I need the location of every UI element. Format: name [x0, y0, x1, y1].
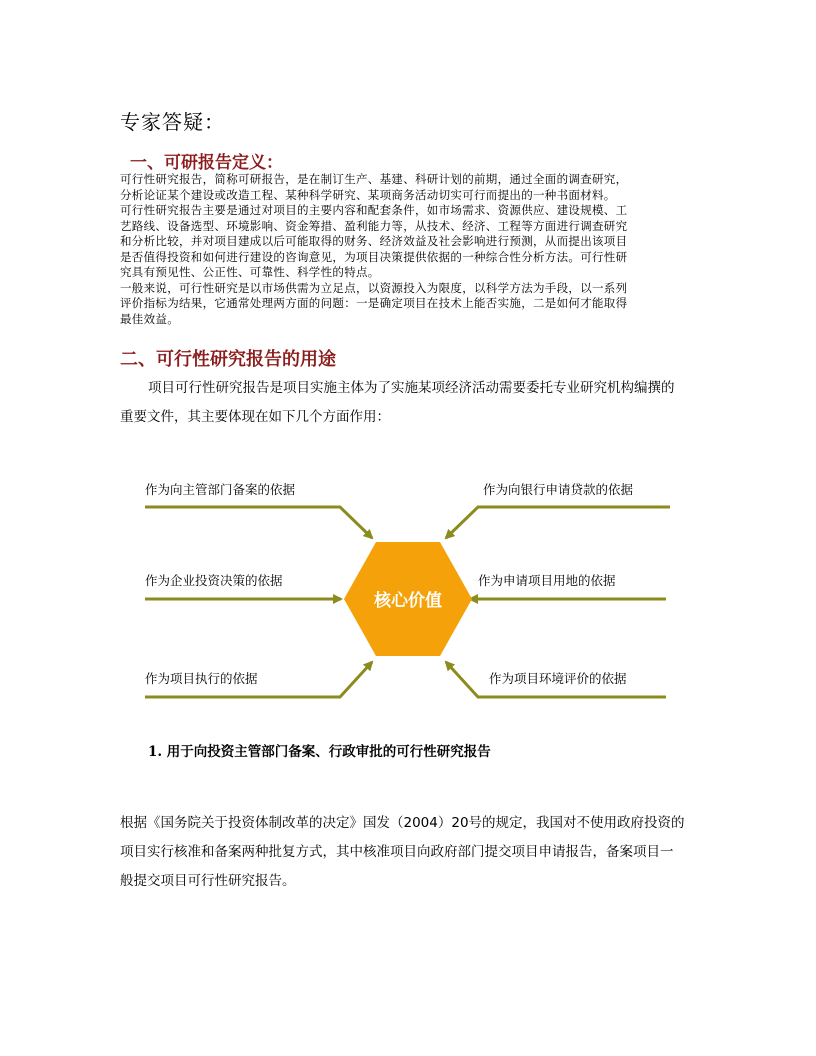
diagram-label-right-1: 作为向银行申请贷款的依据: [483, 482, 634, 497]
diagram-label-left-1: 作为向主管部门备案的依据: [145, 482, 296, 497]
subsection1-line: 项目实行核准和备案两种批复方式，其中核准项目向政府部门提交项目申请报告，备案项目一: [120, 844, 674, 860]
subsection1-line: 般提交项目可行性研究报告。: [120, 873, 296, 889]
section1-line: 评价指标为结果，它通常处理两方面的问题：一是确定项目在技术上能否实施，二是如何才能取得: [120, 296, 628, 310]
diagram-label-right-3: 作为项目环境评价的依据: [489, 671, 627, 686]
subsection1-body: [120, 809, 700, 896]
diagram-label-right-2: 作为申请项目用地的依据: [478, 573, 616, 588]
section1-line: 分析论证某个建设或改造工程、某种科学研究、某项商务活动切实可行而提出的一种书面材料。: [120, 187, 616, 202]
section1-line: 最佳效益。: [120, 311, 179, 326]
section1-line: 是否值得投资和如何进行建设的咨询意见，为项目决策提供依据的一种综合性分析方法。可行性研: [120, 249, 628, 264]
section1-line: 可行性研究报告，简称可研报告，是在制订生产、基建、科研计划的前期，通过全面的调查研究，: [120, 172, 628, 186]
section1-line: 艺路线、设备选型、环境影响、资金筹措、盈利能力等，从技术、经济、工程等方面进行调查研究: [120, 218, 628, 233]
section1-line: 和分析比较，并对项目建成以后可能取得的财务、经济效益及社会影响进行预测，从而提出该项目: [120, 234, 628, 248]
section1-line: 一般来说，可行性研究是以市场供需为立足点，以资源投入为限度，以科学方法为手段，以一系列: [120, 280, 628, 295]
section1-line: 可行性研究报告主要是通过对项目的主要内容和配套条件，如市场需求、资源供应、建设规模、工: [120, 203, 628, 217]
arrow-top-left: [145, 507, 372, 538]
core-value-label: 核心价值: [374, 591, 442, 611]
diagram-label-left-3: 作为项目执行的依据: [145, 671, 258, 686]
arrow-top-right: [446, 507, 670, 538]
section2-intro-line: 重要文件，其主要体现在如下几个方面作用：: [120, 409, 390, 425]
subsection1-line: 根据《国务院关于投资体制改革的决定》国发（2004）20号的规定，我国对不使用政府投资的: [120, 815, 685, 831]
section2-intro-line: 项目可行性研究报告是项目实施主体为了实施某项经济活动需要委托专业研究机构编撰的: [148, 380, 675, 396]
page-heading: 专家答疑：: [120, 110, 225, 134]
diagram-label-left-2: 作为企业投资决策的依据: [145, 573, 283, 588]
section2-title: 二、可行性研究报告的用途: [120, 349, 336, 370]
section1-title: 一、可研报告定义：: [130, 153, 283, 173]
subsection1-title: 1. 用于向投资主管部门备案、行政审批的可行性研究报告: [148, 744, 491, 760]
section1-line: 究具有预见性、公正性、可靠性、科学性的特点。: [120, 265, 380, 279]
